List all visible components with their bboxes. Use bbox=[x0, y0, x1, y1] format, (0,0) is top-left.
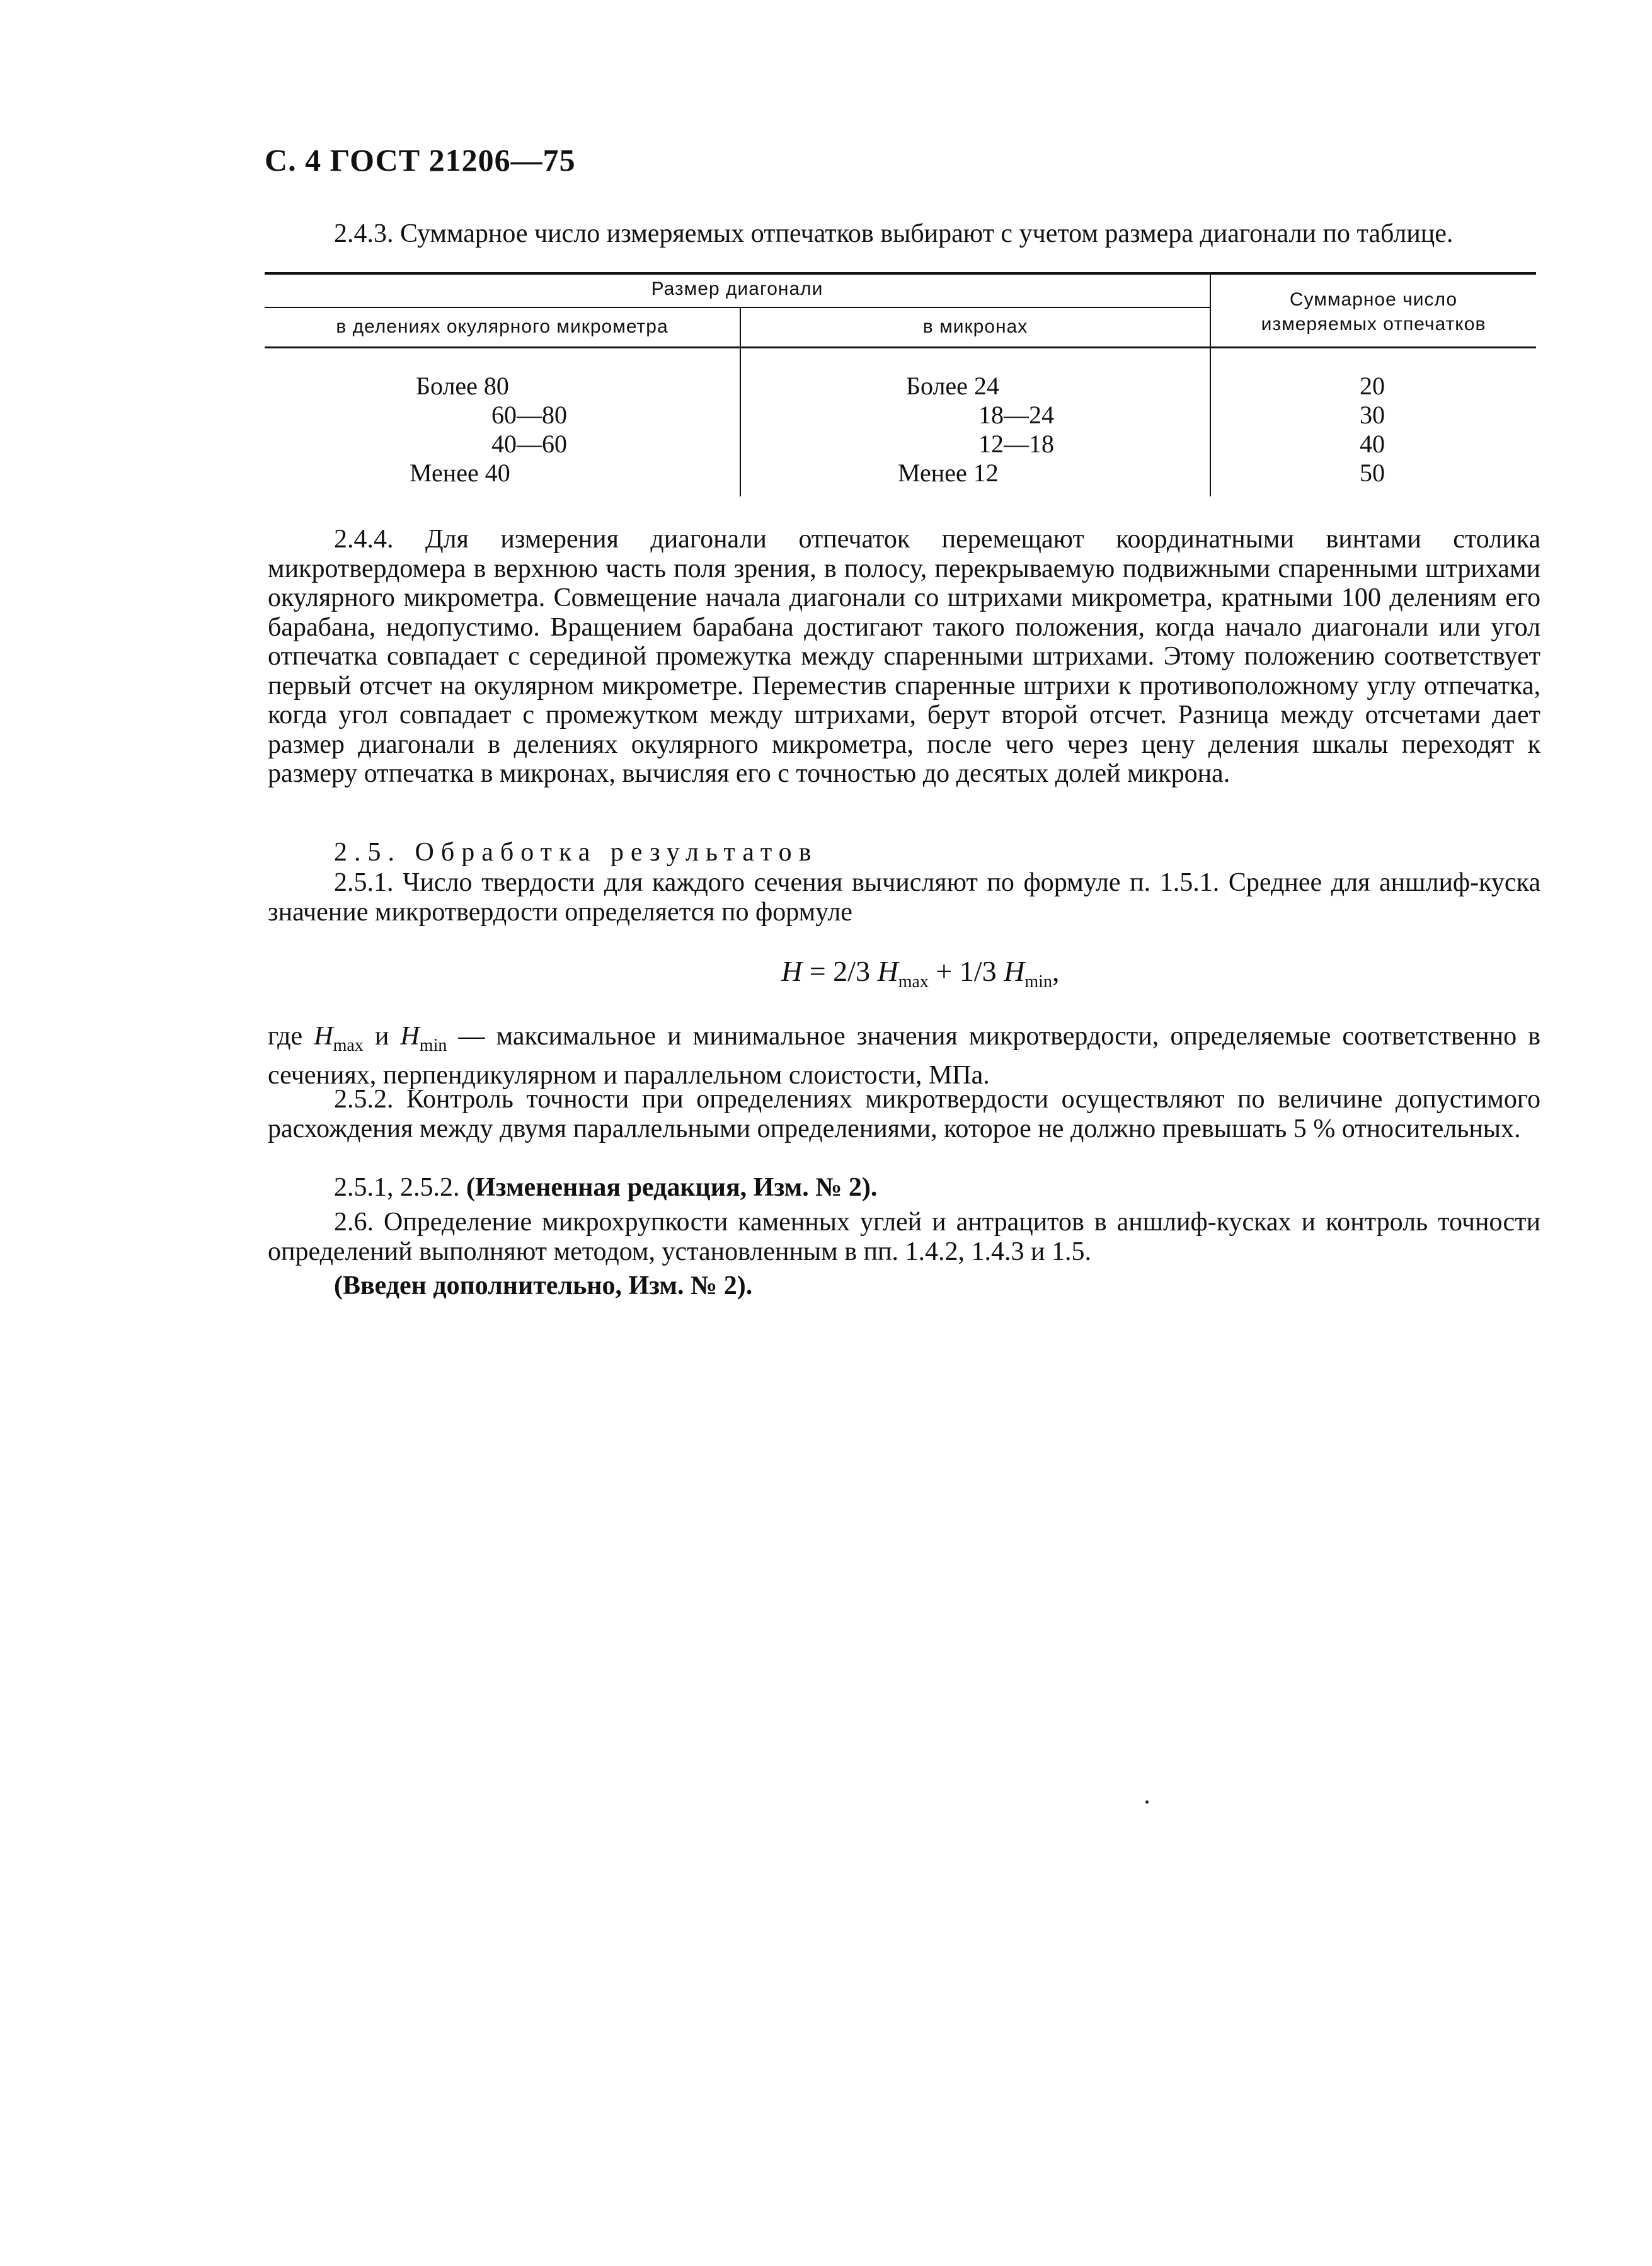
where-and: и bbox=[363, 1022, 401, 1051]
table-cell-count: 30 bbox=[1360, 401, 1385, 429]
amendment-note-1 bbox=[268, 1173, 1540, 1203]
diagonal-table bbox=[265, 272, 1536, 496]
table-cell-count: 40 bbox=[1360, 430, 1385, 458]
table-col1-header: в делениях окулярного микрометра bbox=[336, 316, 668, 337]
page-header: С. 4 ГОСТ 21206—75 bbox=[265, 142, 576, 178]
table-col3-header-line1: Суммарное число bbox=[1289, 289, 1458, 310]
where-hmax: H bbox=[314, 1022, 333, 1051]
table-top-rule bbox=[265, 272, 1536, 275]
formula-hmin: H bbox=[1004, 955, 1025, 987]
table-cell-microns: Менее 12 bbox=[898, 459, 999, 487]
formula-plus: + 1/3 bbox=[928, 955, 1004, 987]
where-hmin: H bbox=[400, 1022, 420, 1051]
where-sub-max: max bbox=[333, 1036, 364, 1055]
table-cell-microns: 12—18 bbox=[978, 430, 1054, 458]
table-cell-microns: 18—24 bbox=[978, 401, 1054, 429]
table-group-header: Размер диагонали bbox=[651, 278, 823, 299]
table-cell-count: 20 bbox=[1360, 372, 1385, 400]
paragraph-2-5-2: 2.5.2. Контроль точности при определениях микротвердости осуществляют по величине допустимого расхождения между двумя параллельными определениями, которое не должно превышать 5 % относительных. bbox=[268, 1085, 1540, 1143]
hardness-formula bbox=[781, 954, 1059, 992]
table-cell-divisions: Более 80 bbox=[416, 372, 509, 400]
amendment-1-ref: 2.5.1, 2.5.2. bbox=[334, 1173, 466, 1202]
table-cell-divisions: 60—80 bbox=[491, 401, 567, 429]
formula-hmax: H bbox=[877, 955, 898, 987]
paragraph-2-6: 2.6. Определение микрохрупкости каменных углей и антрацитов в аншлиф-кусках и контроль точности определений выполняют методом, установленным в пп. 1.4.2, 1.4.3 и 1.5. bbox=[268, 1208, 1540, 1266]
where-text: где bbox=[268, 1022, 314, 1051]
table-cell-divisions: 40—60 bbox=[491, 430, 567, 458]
table-header-rule bbox=[265, 346, 1536, 348]
table-cell-count: 50 bbox=[1360, 459, 1385, 487]
paragraph-2-4-4: 2.4.4. Для измерения диагонали отпечаток перемещают координатными винтами столика микротвердомера в верхнюю часть поля зрения, в полосу, перекрываемую подвижными спаренными штрихами окулярного микрометра. Совмещение начала диагонали со штрихами микрометра, кратными 100 делениям его барабана, недопустимо. Вращением барабана достигают такого положения, когда начало диагонали или угол отпечатка совпадает с серединой промежутка между спаренными штрихами. Этому положению соответствует первый отсчет на окулярном микрометре. Переместив спаренные штрихи к противоположному углу отпечатка, когда угол совпадает с промежутком между штрихами, берут второй отсчет. Разница между отсчетами дает размер диагонали в делениях окулярного микрометра, после чего через цену деления шкалы переходят к размеру отпечатка в микронах, вычисляя его с точностью до десятых долей микрона. bbox=[268, 525, 1540, 788]
where-sub-min: min bbox=[419, 1036, 447, 1055]
formula-comma: , bbox=[1052, 955, 1060, 987]
formula-sub-min: min bbox=[1024, 972, 1052, 992]
paragraph-where bbox=[268, 1022, 1540, 1090]
table-col2-header: в микронах bbox=[922, 316, 1028, 337]
where-description: — максимальное и минимальное значения микротвердости, определяемые соответственно в сечениях, перпендикулярном и параллельном слоистости, МПа. bbox=[268, 1022, 1540, 1090]
amendment-1-text: (Измененная редакция, Изм. № 2). bbox=[466, 1173, 878, 1202]
formula-h: H bbox=[781, 955, 803, 987]
paragraph-2-4-3: 2.4.3. Суммарное число измеряемых отпечатков выбирают с учетом размера диагонали по таблице. bbox=[334, 219, 1454, 248]
amendment-note-2: (Введен дополнительно, Изм. № 2). bbox=[334, 1271, 753, 1300]
formula-sub-max: max bbox=[898, 972, 929, 992]
table-cell-microns: Более 24 bbox=[906, 372, 999, 400]
table-col3-header-line2: измеряемых отпечатков bbox=[1261, 314, 1486, 335]
scan-speck bbox=[1145, 1800, 1149, 1804]
table-group-rule bbox=[265, 307, 1210, 308]
paragraph-2-5-1: 2.5.1. Число твердости для каждого сечения вычисляют по формуле п. 1.5.1. Среднее для аншлиф-куска значение микротвердости определяется по формуле bbox=[268, 868, 1540, 927]
table-cell-divisions: Менее 40 bbox=[410, 459, 510, 487]
section-heading-2-5: 2.5. Обработка результатов bbox=[334, 838, 818, 867]
formula-eq: = 2/3 bbox=[802, 955, 878, 987]
